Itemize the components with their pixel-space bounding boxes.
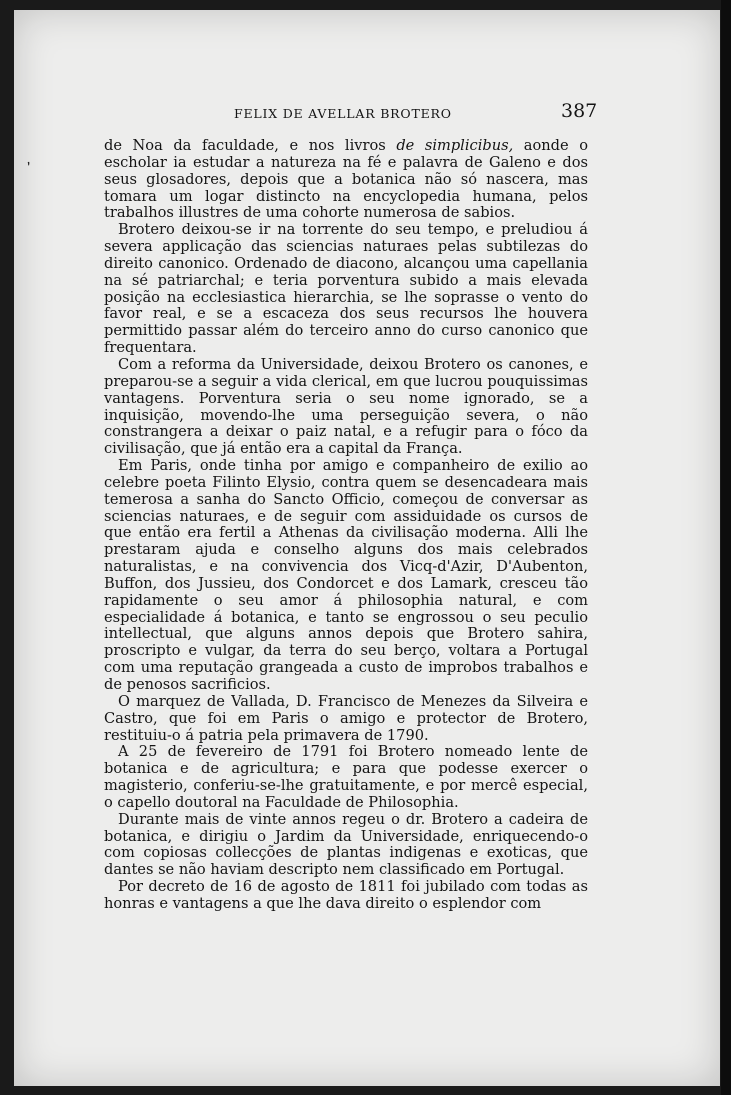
running-title: FELIX DE AVELLAR BROTERO [234, 106, 452, 121]
paragraph: O marquez de Vallada, D. Francisco de Menezes da Silveira e Castro, que foi em Paris o amigo e protector de Brotero, restituiu-o á patria pela primavera de 1790. [104, 692, 588, 744]
paragraph: Com a reforma da Universidade, deixou Brotero os canones, e preparou-se a seguir a vida clerical, em que lucrou pouquissimas vantagens. Porventura seria o seu nome ignorado, se a inquisição, movendo-lhe uma perseguição severa, o não constrangera a deixar o paiz natal, e a refugir para o fóco da civilisação, que já então era a capital da França. [104, 355, 588, 458]
paragraph: Por decreto de 16 de agosto de 1811 foi jubilado com todas as honras e vantagens a que lhe dava direito o esplendor com [104, 878, 588, 912]
body-text [104, 138, 588, 913]
page-header [14, 102, 720, 126]
margin-pencil-mark: ’ [25, 159, 36, 177]
page-number: 387 [561, 100, 598, 122]
paragraph-text: aonde o escholar ia estudar a natureza na fé e palavra de Galeno e dos seus glosadores, depois que a botanica não só nascera, mas tomara um logar distincto na encyclopedia humana, pelos trabalhos illustres de uma cohorte numerosa de sabios. [104, 137, 588, 222]
paragraph: Durante mais de vinte annos regeu o dr. Brotero a cadeira de botanica, e dirigiu o Jardim da Universidade, enriquecendo-o com copiosas collecções de plantas indigenas e exoticas, que dantes se não haviam descripto nem classificado em Portugal. [104, 810, 588, 879]
italic-term: de simplicibus, [396, 137, 514, 154]
book-page [14, 10, 720, 1086]
paragraph-text: de Noa da faculdade, e nos livros [104, 137, 397, 154]
paragraph: A 25 de fevereiro de 1791 foi Brotero nomeado lente de botanica e de agricultura; e para que podesse exercer o magisterio, conferiu-se-lhe gratuitamente, e por mercê especial, o capello doutoral na Faculdade de Philosophia. [104, 743, 588, 811]
paragraph: Brotero deixou-se ir na torrente do seu tempo, e preludiou á severa applicação das sciencias naturaes pelas subtilezas do direito canonico. Ordenado de diacono, alcançou uma capellania na sé patriarchal; e teria porventura subido a mais elevada posição na ecclesiastica hierarchia, se lhe soprasse o vento do favor real, e se a escaceza dos seus recursos lhe houvera permittido passar além do terceiro anno do curso canonico que frequentara. [104, 221, 588, 357]
paragraph: Em Paris, onde tinha por amigo e companheiro de exilio ao celebre poeta Filinto Elysio, contra quem se desencadeara mais temerosa a sanha do Sancto Officio, começou de conversar as sciencias naturaes, e de seguir com assiduidade os cursos de que então era fertil a Athenas da civilisação moderna. Alli lhe prestaram ajuda e conselho alguns dos mais celebrados naturalistas, e na convivencia dos Vicq-d'Azir, D'Aubenton, Buffon, dos Jussieu, dos Condorcet e dos Lamark, cresceu tão rapidamente o seu amor á philosophia natural, e com especialidade á botanica, e tanto se engrossou o seu peculio intellectual, que alguns annos depois que Brotero sahira, proscripto e vulgar, da terra do seu berço, voltara a Portugal com uma reputação grangeada a custo de improbos trabalhos e de penosos sacrificios. [104, 457, 588, 693]
paragraph [104, 138, 588, 222]
scan-edge [721, 0, 731, 1095]
